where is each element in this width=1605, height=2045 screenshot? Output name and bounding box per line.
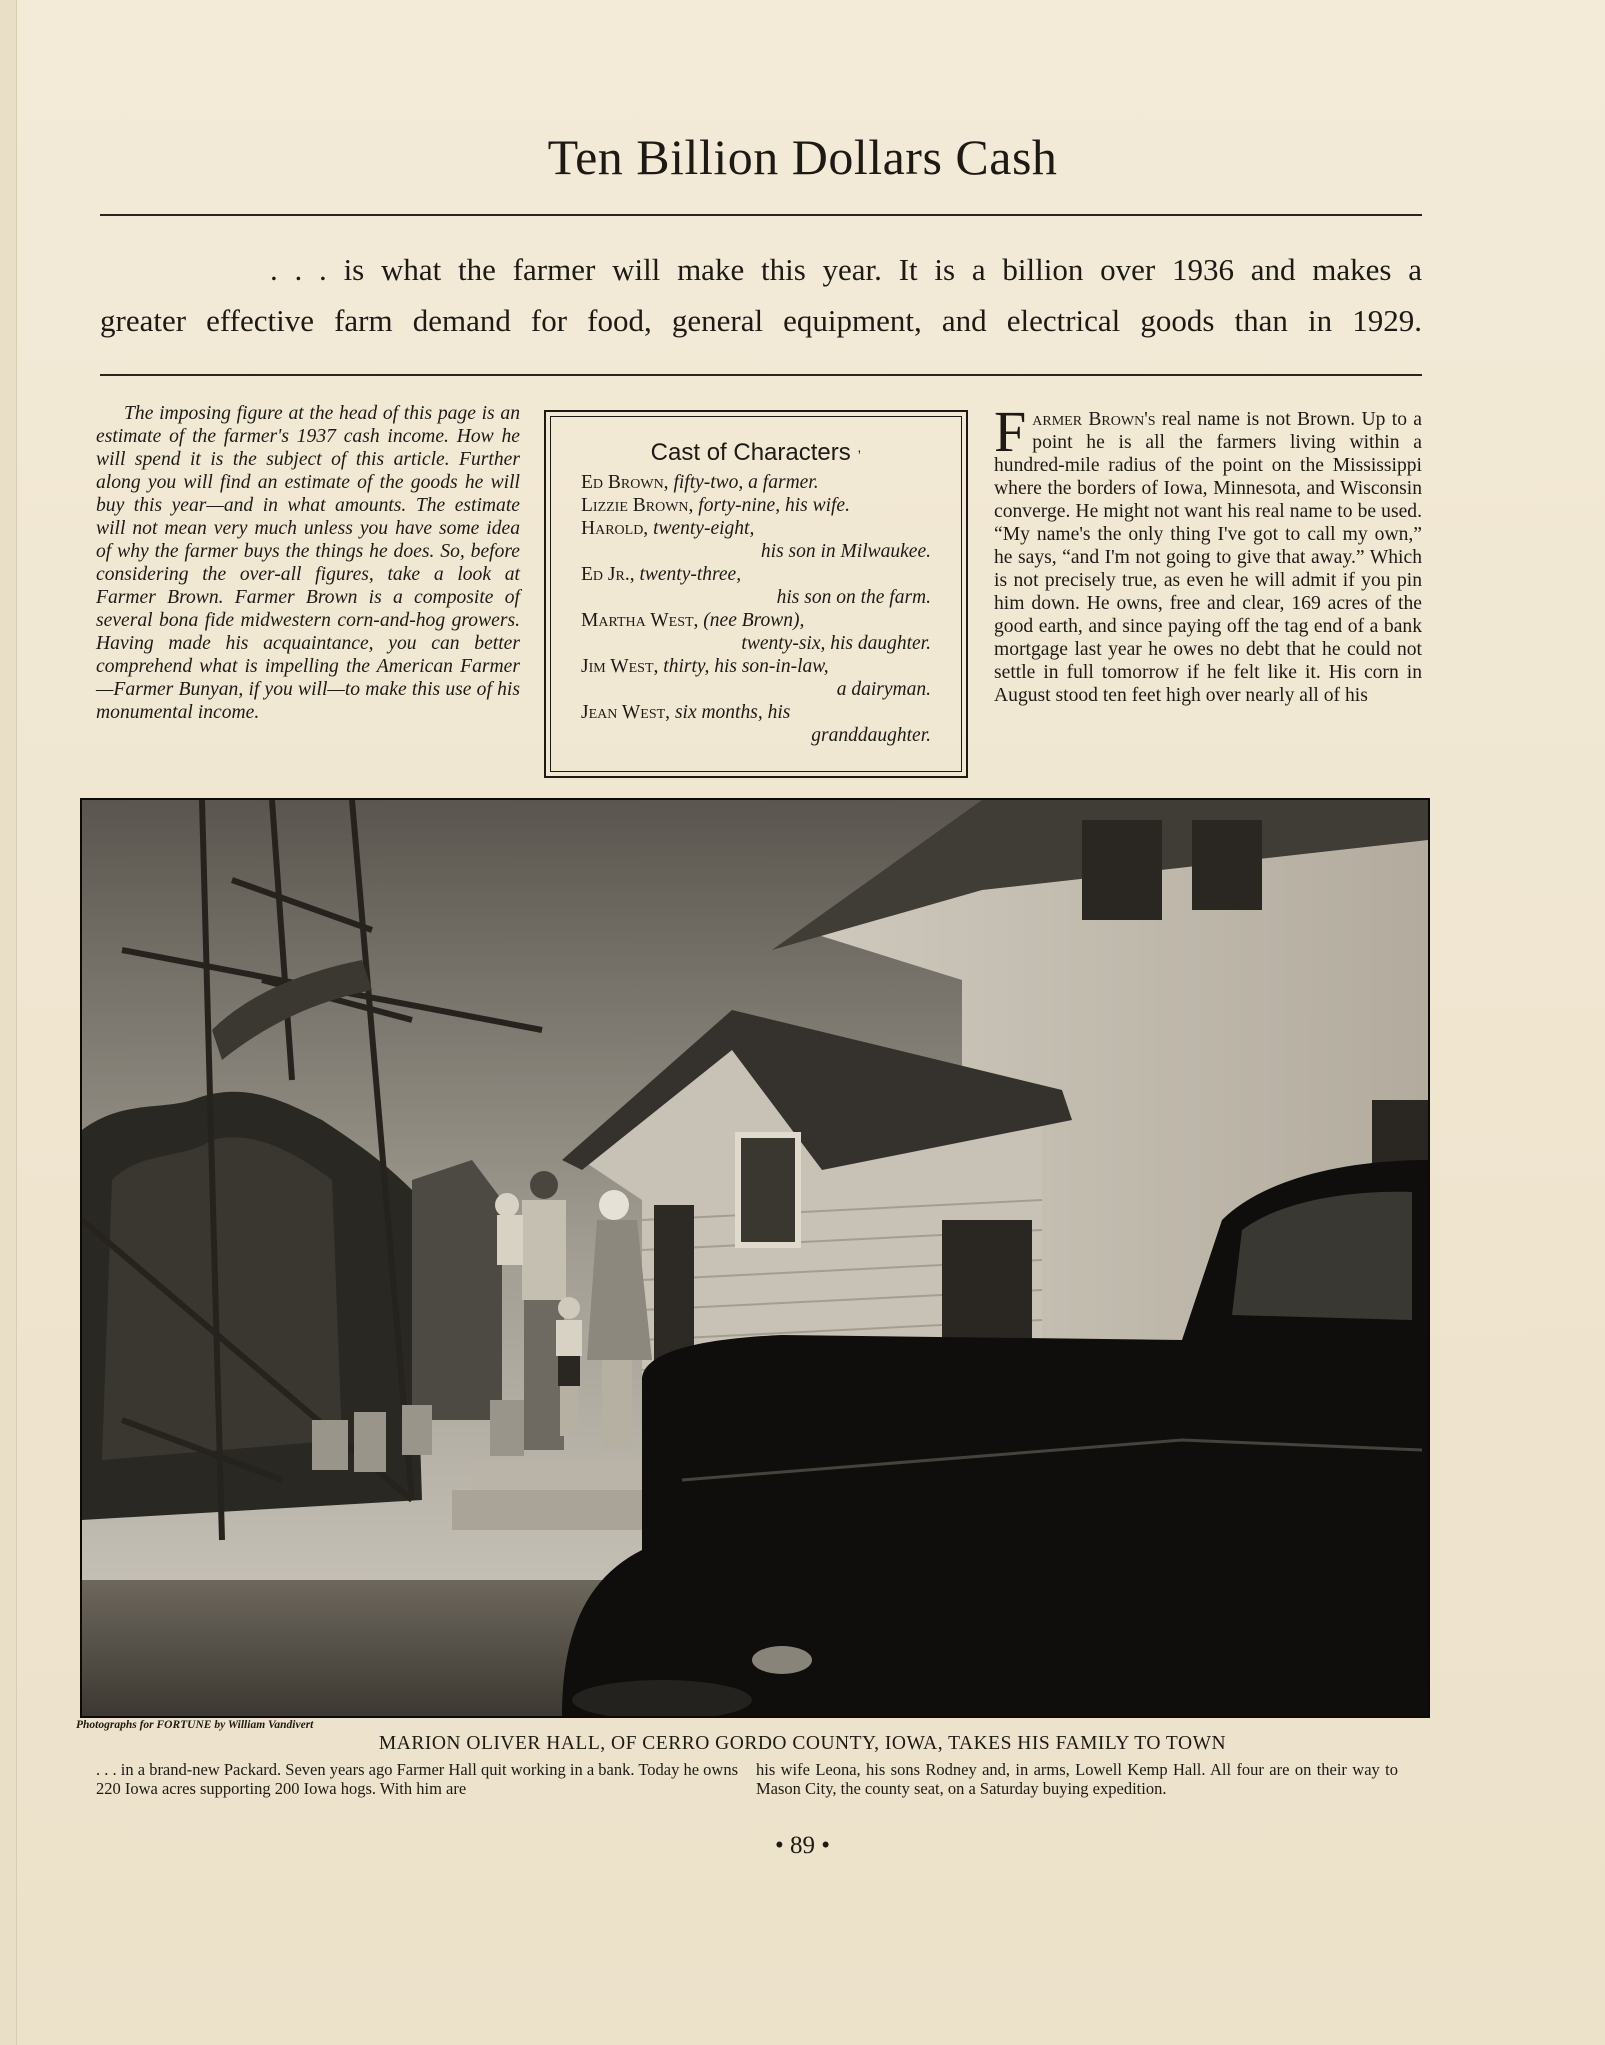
headlight-glare <box>752 1646 812 1674</box>
top-rule <box>100 214 1422 216</box>
deck-line-1: . . . is what the farmer will make this year. It is a billion over 1936 and makes a <box>270 252 1422 287</box>
cast-desc: twenty-three, <box>634 564 742 585</box>
cast-line <box>581 609 931 632</box>
cast-name: Ed Jr., <box>581 564 635 585</box>
cast-desc: six months, his <box>670 702 791 723</box>
cast-line-continued: his son in Milwaukee. <box>760 541 931 562</box>
cast-line-continued: his son on the farm. <box>776 587 931 608</box>
article-title: Ten Billion Dollars Cash <box>547 129 1058 185</box>
cast-line <box>581 563 931 586</box>
cast-name: Lizzie Brown, <box>581 495 694 516</box>
deck-rule <box>100 374 1422 376</box>
cast-line <box>581 494 931 517</box>
barn <box>412 1160 502 1420</box>
cast-name: Jim West, <box>581 656 659 677</box>
cast-mark: , <box>857 439 862 455</box>
cast-name: Martha West, <box>581 610 699 631</box>
caption-right-column: his wife Leona, his sons Rodney and, in arms, Lowell Kemp Hall. All four are on their way to Mason City, the county seat, on a Saturday buying expedition. <box>756 1760 1398 1798</box>
article-lead-in: armer Brown's <box>1032 409 1156 430</box>
deck-line-2: greater effective farm demand for food, general equipment, and electrical goods than in 1929. <box>100 303 1422 338</box>
article-body-text: real name is not Brown. Up to a point he is all the farmers living within a hundred-mile radius of the point on the Mississippi where the borders of Iowa, Minnesota, and Wisconsin converge. He might not want his real name to be used. “My name's the only thing I've got to call my own,” he says, “and I'm not going to give that away.” Which is not precisely true, as even he will admit if you pin him down. He owns, free and clear, 169 acres of the good earth, and since paying off the tag end of a bank mortgage last year he owes no debt that he could not settle in full tomorrow if he felt like it. His corn in August stood ten feet high over nearly all of his <box>994 409 1423 706</box>
cast-line-continued: a dairyman. <box>836 679 931 700</box>
cast-line <box>581 517 931 540</box>
page-number: • 89 • <box>774 1832 830 1859</box>
cast-desc: fifty-two, a farmer. <box>668 472 819 493</box>
cast-line <box>581 655 931 678</box>
cast-line-continued: twenty-six, his daughter. <box>741 633 931 654</box>
photo-credit: Photographs for FORTUNE by William Vandivert <box>76 1719 314 1731</box>
drop-cap: F <box>994 399 1027 464</box>
cast-desc: forty-nine, his wife. <box>693 495 850 516</box>
photo-illustration <box>82 800 1428 1716</box>
cast-desc: thirty, his son-in-law, <box>658 656 829 677</box>
cast-name: Ed Brown, <box>581 472 669 493</box>
farm-photograph <box>80 798 1430 1718</box>
cast-desc: (nee Brown), <box>698 610 805 631</box>
porch-window <box>738 1135 798 1245</box>
cast-name: Harold, <box>581 518 649 539</box>
cast-line <box>581 471 931 494</box>
intro-paragraph: The imposing figure at the head of this page is an estimate of the farmer's 1937 cash income. How he will spend it is the subject of this article. Further along you will find an estimate of the goods he will buy this year—and in what amounts. The estimate will not mean very much unless you have some idea of why the farmer buys the things he does. So, before considering the over-all figures, take a look at Farmer Brown. Farmer Brown is a composite of several bona fide midwestern corn-and-hog growers. Having made his acquaintance, you can better comprehend what is impelling the American Farmer—Farmer Bunyan, if you will—to make this use of his monumental income. <box>96 403 520 723</box>
cast-box-inner <box>550 416 962 772</box>
cast-line-continued: granddaughter. <box>811 725 931 746</box>
article-body-column <box>994 399 1423 707</box>
cast-title <box>581 439 931 467</box>
cast-line <box>581 701 931 724</box>
caption-left-column: . . . in a brand-new Packard. Seven years ago Farmer Hall quit working in a bank. Today he owns 220 Iowa acres supporting 200 Iowa hogs. With him are <box>96 1760 738 1798</box>
article-deck <box>100 244 1422 346</box>
cast-desc: twenty-eight, <box>648 518 755 539</box>
cast-title-text: Cast of Characters <box>650 439 851 466</box>
cast-name: Jean West, <box>581 702 671 723</box>
cast-box <box>544 410 968 778</box>
caption-headline: MARION OLIVER HALL, OF CERRO GORDO COUNTY, IOWA, TAKES HIS FAMILY TO TOWN <box>378 1733 1227 1754</box>
